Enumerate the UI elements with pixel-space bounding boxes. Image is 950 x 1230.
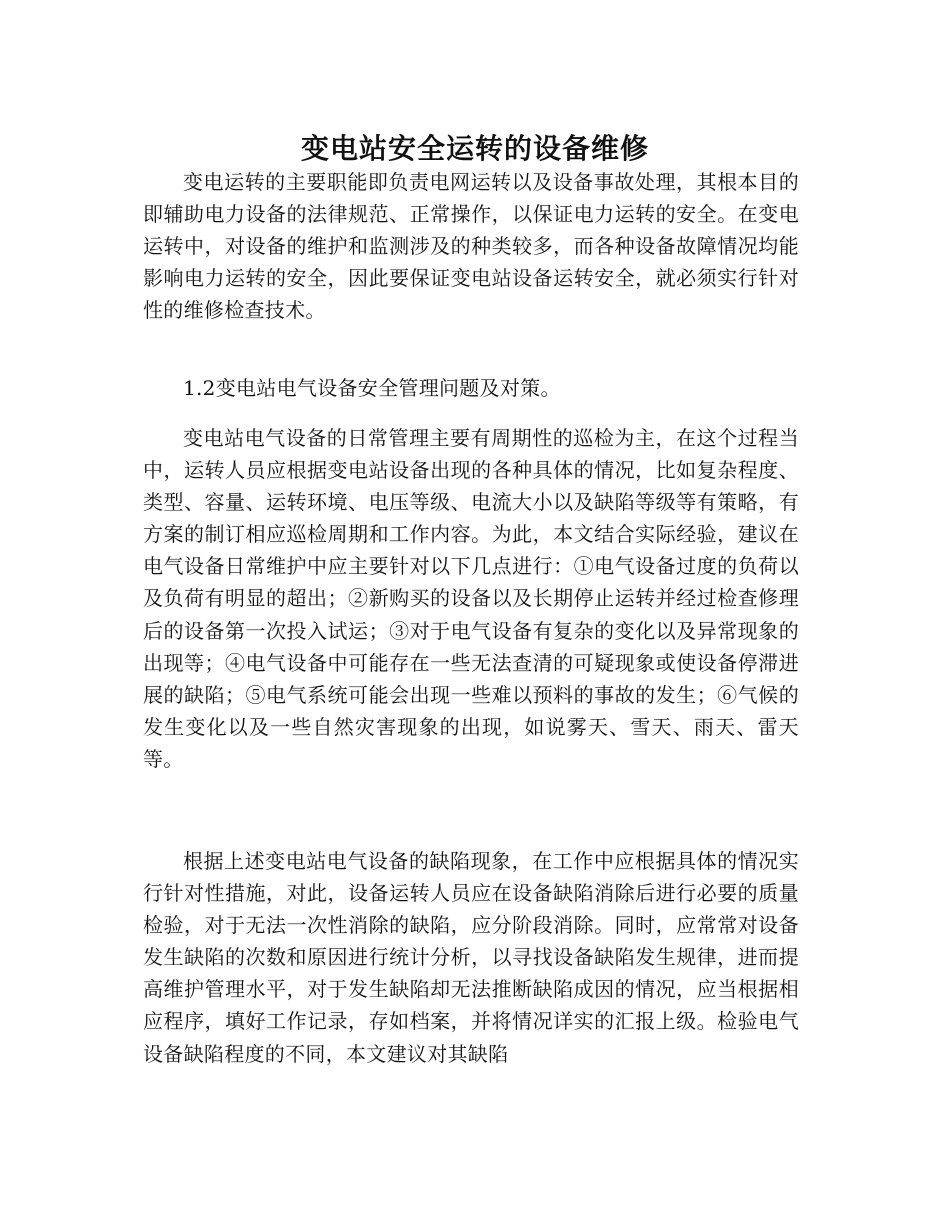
section-heading: 1.2变电站电气设备安全管理问题及对策。 bbox=[183, 376, 561, 400]
document-title: 变电站安全运转的设备维修 bbox=[300, 131, 649, 165]
paragraph-defects: 根据上述变电站电气设备的缺陷现象，在工作中应根据具体的情况实行针对性措施，对此，设备运转人员应在设备缺陷消除后进行必要的质量检验，对于无法一次性消除的缺陷，应分阶段消除。同时，应常常对设备发生缺陷的次数和原因进行统计分析，以寻找设备缺陷发生规律，进而提高维护管理水平，对于发生缺陷却无法推断缺陷成因的情况，应当根据相应程序，填好工作记录，存如档案，并将情况详实的汇报上级。检验电气设备缺陷程度的不同，本文建议对其缺陷 bbox=[143, 849, 799, 1066]
paragraph-inspection: 变电站电气设备的日常管理主要有周期性的巡检为主，在这个过程当中，运转人员应根据变电站设备出现的各种具体的情况，比如复杂程度、类型、容量、运转环境、电压等级、电流大小以及缺陷等级等有策略，有方案的制订相应巡检周期和工作内容。为此，本文结合实际经验，建议在电气设备日常维护中应主要针对以下几点进行：①电气设备过度的负荷以及负荷有明显的超出；②新购买的设备以及长期停止运转并经过检查修理后的设备第一次投入试运；③对于电气设备有复杂的变化以及异常现象的出现等；④电气设备中可能存在一些无法查清的可疑现象或使设备停滞进展的缺陷；⑤电气系统可能会出现一些难以预料的事故的发生；⑥气候的发生变化以及一些自然灾害现象的出现，如说雾天、雪天、雨天、雷天等。 bbox=[143, 426, 799, 771]
paragraph-intro: 变电运转的主要职能即负责电网运转以及设备事故处理，其根本目的即辅助电力设备的法律规范、正常操作，以保证电力运转的安全。在变电运转中，对设备的维护和监测涉及的种类较多，而各种设备故障情况均能影响电力运转的安全，因此要保证变电站设备运转安全，就必须实行针对性的维修检查技术。 bbox=[143, 170, 799, 323]
